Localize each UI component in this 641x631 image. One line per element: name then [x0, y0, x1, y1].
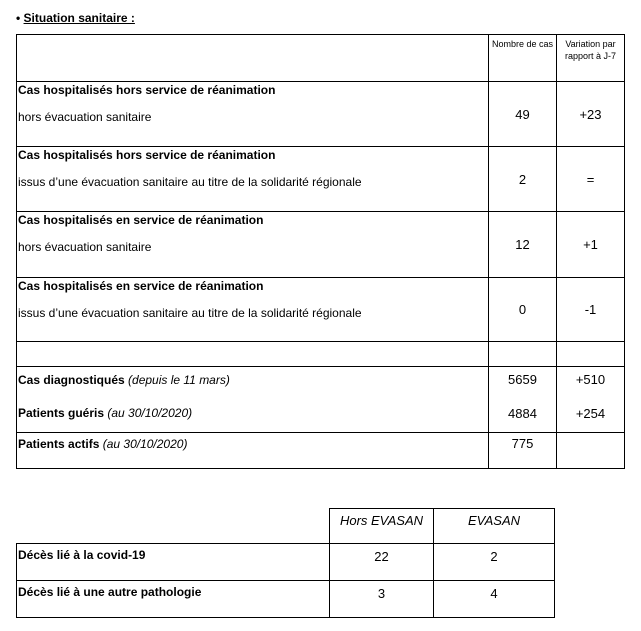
- row-title: Cas hospitalisés en service de réanimation: [18, 213, 264, 227]
- row-count: 12: [489, 212, 557, 278]
- death-evasan-value: 2: [434, 544, 555, 581]
- table-row: [17, 82, 625, 147]
- header-evasan: EVASAN: [434, 509, 555, 544]
- death-evasan-value: 4: [434, 581, 555, 618]
- active-count: 775: [489, 433, 557, 469]
- row-subtitle: issus d’une évacuation sanitaire au titre de la solidarité régionale: [18, 175, 362, 189]
- row-count: 0: [489, 278, 557, 342]
- heading-text: Situation sanitaire :: [23, 11, 135, 25]
- cured-count: 4884: [508, 406, 537, 421]
- health-situation-table: [16, 34, 625, 469]
- row-variation: =: [557, 147, 625, 212]
- cured-variation: +254: [575, 406, 606, 421]
- table-row: [17, 544, 555, 581]
- diagnosed-label: Cas diagnostiqués: [18, 373, 125, 387]
- row-count: 2: [489, 147, 557, 212]
- table-row: [17, 147, 625, 212]
- section-heading: [16, 11, 135, 25]
- diagnosed-note: (depuis le 11 mars): [128, 373, 230, 387]
- row-variation: +23: [557, 82, 625, 147]
- diagnosed-variation: +510: [575, 372, 606, 387]
- death-hors-value: 22: [330, 544, 434, 581]
- row-title: Cas hospitalisés en service de réanimation: [18, 279, 264, 293]
- cured-label: Patients guéris: [18, 406, 105, 420]
- header-empty-cell: [17, 35, 489, 82]
- table-row: [17, 278, 625, 342]
- table-row: [17, 433, 625, 469]
- active-label: Patients actifs: [18, 437, 100, 451]
- death-row-label: Décès lié à la covid-19: [17, 544, 330, 581]
- deaths-header-row: [17, 509, 555, 544]
- header-variation: Variation par rapport à J-7: [557, 35, 625, 82]
- table-header-row: [17, 35, 625, 82]
- row-subtitle: hors évacuation sanitaire: [18, 110, 152, 124]
- active-note: (au 30/10/2020): [102, 437, 188, 451]
- row-subtitle: hors évacuation sanitaire: [18, 240, 152, 254]
- row-variation: -1: [557, 278, 625, 342]
- header-count: Nombre de cas: [489, 35, 557, 82]
- table-spacer-row: [17, 342, 625, 367]
- header-hors-evasan: Hors EVASAN: [330, 509, 434, 544]
- cured-note: (au 30/10/2020): [107, 406, 193, 420]
- row-variation: +1: [557, 212, 625, 278]
- heading-bullet: •: [16, 11, 24, 25]
- death-hors-value: 3: [330, 581, 434, 618]
- deaths-table: [16, 508, 555, 618]
- row-subtitle: issus d’une évacuation sanitaire au titre de la solidarité régionale: [18, 306, 362, 320]
- row-title: Cas hospitalisés hors service de réanimation: [18, 83, 276, 97]
- table-row: [17, 367, 625, 433]
- death-row-label: Décès lié à une autre pathologie: [17, 581, 330, 618]
- table-row: [17, 212, 625, 278]
- diagnosed-count: 5659: [508, 372, 537, 387]
- active-variation: [557, 433, 625, 469]
- table-row: [17, 581, 555, 618]
- row-title: Cas hospitalisés hors service de réanimation: [18, 148, 276, 162]
- row-count: 49: [489, 82, 557, 147]
